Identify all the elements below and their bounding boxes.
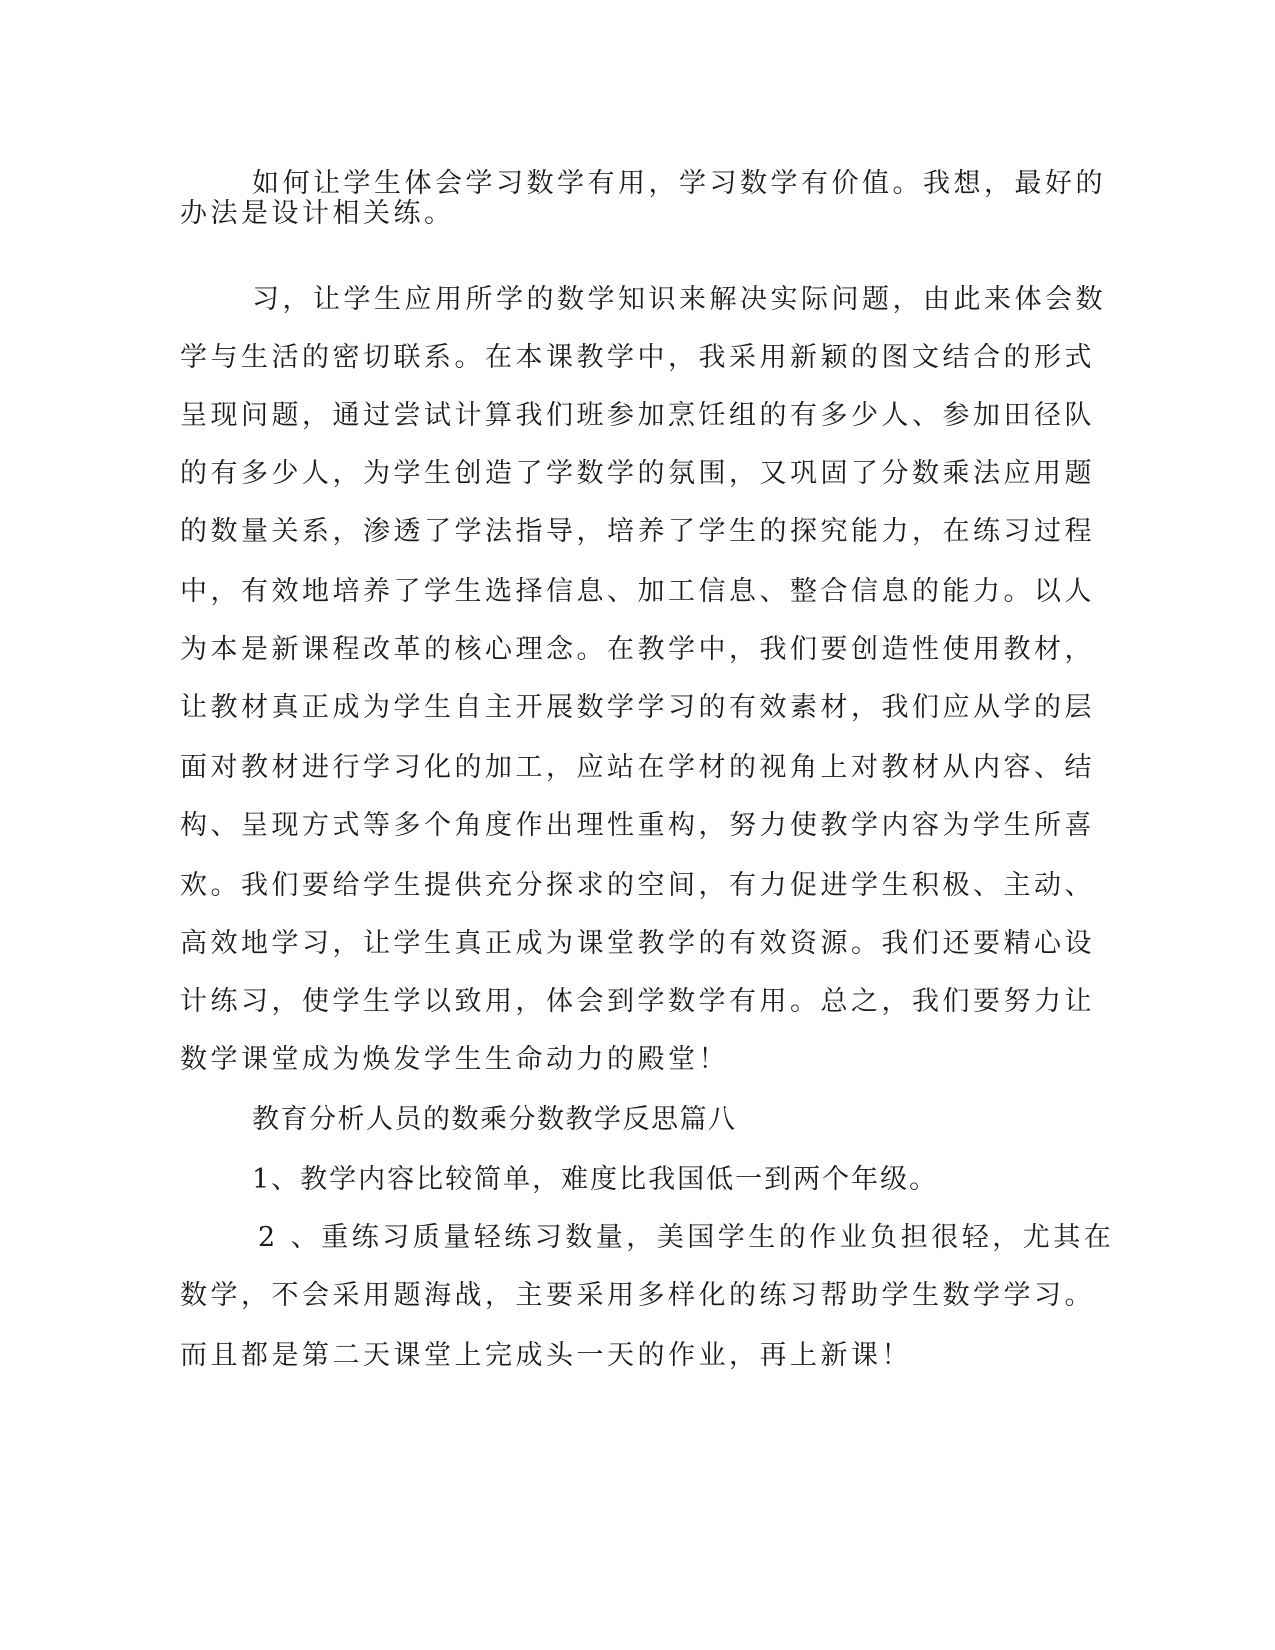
paragraph-2-line-8: 让教材真正成为学生自主开展数学学习的有效素材，我们应从学的层 <box>180 692 1095 723</box>
paragraph-5-line-2: 数学，不会采用题海战，主要采用多样化的练习帮助学生数学学习。 <box>180 1280 1095 1311</box>
paragraph-2-line-14: 数学课堂成为焕发学生生命动力的殿堂！ <box>180 1044 729 1075</box>
paragraph-2-line-5: 的数量关系，渗透了学法指导，培养了学生的探究能力，在练习过程 <box>180 516 1095 547</box>
paragraph-2-line-3: 呈现问题，通过尝试计算我们班参加烹饪组的有多少人、参加田径队 <box>180 400 1095 431</box>
paragraph-1-line-1: 如何让学生体会学习数学有用，学习数学有价值。我想，最好的 <box>252 168 1106 199</box>
paragraph-4-line-1: 1、教学内容比较简单，难度比我国低一到两个年级。 <box>252 1164 939 1195</box>
paragraph-5-line-3: 而且都是第二天课堂上完成头一天的作业，再上新课！ <box>180 1340 912 1371</box>
paragraph-2-line-12: 高效地学习，让学生真正成为课堂教学的有效资源。我们还要精心设 <box>180 928 1095 959</box>
paragraph-1-line-2: 办法是设计相关练。 <box>180 198 455 229</box>
paragraph-2-line-7: 为本是新课程改革的核心理念。在教学中，我们要创造性使用教材， <box>180 634 1095 665</box>
paragraph-2-line-13: 计练习，使学生学以致用，体会到学数学有用。总之，我们要努力让 <box>180 986 1095 1017</box>
paragraph-2-line-2: 学与生活的密切联系。在本课教学中，我采用新颖的图文结合的形式 <box>180 342 1095 373</box>
paragraph-2-line-10: 构、呈现方式等多个角度作出理性重构，努力使教学内容为学生所喜 <box>180 810 1095 841</box>
paragraph-2-line-4: 的有多少人，为学生创造了学数学的氛围，又巩固了分数乘法应用题 <box>180 458 1095 489</box>
paragraph-2-line-9: 面对教材进行学习化的加工，应站在学材的视角上对教材从内容、结 <box>180 752 1095 783</box>
section-heading: 教育分析人员的数乘分数教学反思篇八 <box>252 1104 737 1135</box>
paragraph-2-line-6: 中，有效地培养了学生选择信息、加工信息、整合信息的能力。以人 <box>180 576 1095 607</box>
paragraph-2-line-11: 欢。我们要给学生提供充分探求的空间，有力促进学生积极、主动、 <box>180 870 1095 901</box>
paragraph-2-line-1: 习，让学生应用所学的数学知识来解决实际问题，由此来体会数 <box>252 284 1106 315</box>
paragraph-5-line-1: 2 、重练习质量轻练习数量，美国学生的作业负担很轻，尤其在 <box>258 1222 1115 1253</box>
